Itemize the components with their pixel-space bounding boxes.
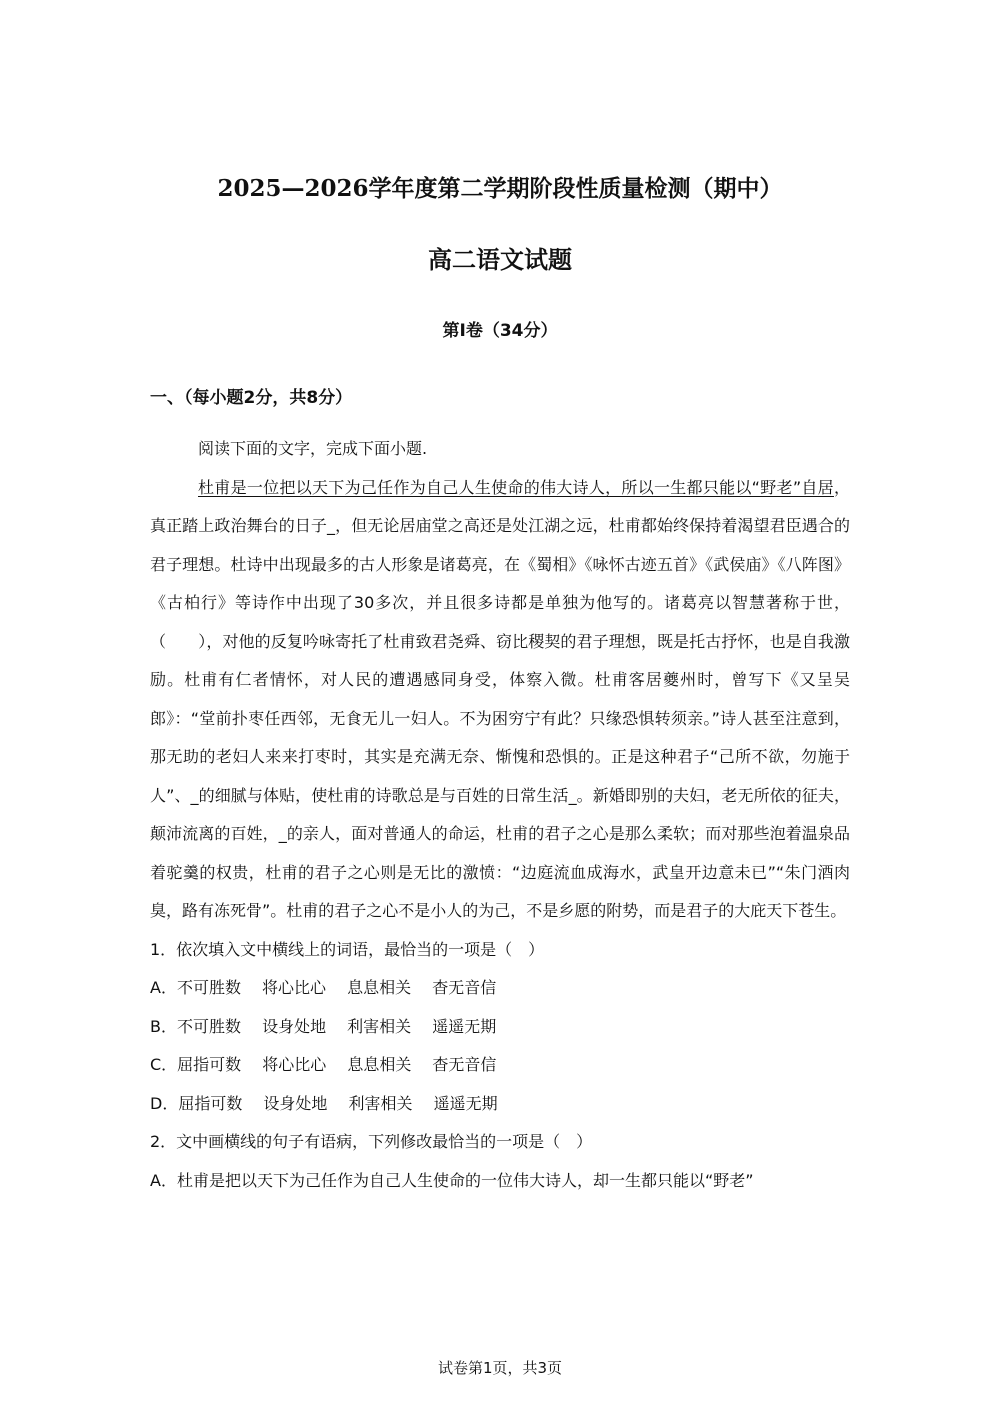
question-1-option-b: B．不可胜数 设身处地 利害相关 遥遥无期 [150, 1016, 497, 1036]
question-1-option-d: D．屈指可数 设身处地 利害相关 遥遥无期 [150, 1093, 498, 1113]
question-1-stem: 1．依次填入文中横线上的词语，最恰当的一项是（ ） [150, 939, 545, 959]
question-2-stem: 2．文中画横线的句子有语病，下列修改最恰当的一项是（ ） [150, 1132, 593, 1151]
instruction: 阅读下面的文字，完成下面小题. [198, 439, 428, 458]
reading-passage [150, 469, 850, 931]
passage-text: 的细腻与体贴，使杜甫的诗歌总是与百姓的日常生活 [198, 785, 569, 805]
exam-body [150, 430, 850, 1200]
exam-title: 2025—2026学年度第二学期阶段性质量检测（期中） [217, 175, 783, 202]
volume-heading: 第Ⅰ卷（34分） [442, 321, 558, 341]
passage-text: ，但无论居庙堂之高还是处江湖之远，杜甫都始终保持着渴望君臣遇合的君子理想。杜诗中出现最多的古人形象是诸葛亮，在《蜀相》《咏怀古迹五首》《武侯庙》《八阵图》《古柏行》等诗作中出现了30多次，并且很多诗都是单独为他写的。诸葛亮以智慧著称于世，（ ），对他的反复吟咏寄托了杜甫致君尧舜、窃比稷契的君子理想，既是托古抒怀，也是自我激励。杜甫有仁者情怀，对人民的遭遇感同身受，体察入微。杜甫客居夔州时，曾写下《又呈吴郎》：“堂前扑枣任西邻，无食无儿一妇人。不为困穷宁有此？只缘恐惧转须亲。”诗人甚至注意到，那无助的老妇人来来打枣时，其实是充满无奈、惭愧和恐惧的。正是这种君子“己所不欲，勿施于人”、 [150, 516, 850, 805]
passage-text: ，真正踏上政治舞台的日子 [150, 477, 850, 535]
underlined-sentence: 杜甫是一位把以天下为己任作为自己人生使命的伟大诗人，所以一生都只能以“野老”自居 [198, 477, 834, 497]
fill-blank-2: _ [190, 785, 199, 805]
passage-text: 。新婚即别的夫妇，老无所依的征夫，颠沛流离的百姓， [150, 785, 850, 843]
section-heading: 一、（每小题2分，共8分） [150, 388, 353, 408]
page-footer: 试卷第1页，共3页 [437, 1359, 563, 1377]
fill-blank-4: _ [278, 824, 287, 843]
fill-blank-3: _ [568, 785, 577, 805]
question-1-option-c: C．屈指可数 将心比心 息息相关 杳无音信 [150, 1055, 497, 1074]
exam-subtitle: 高二语文试题 [428, 246, 572, 274]
fill-blank-1: _ [327, 516, 336, 535]
question-2-option-a: A．杜甫是把以天下为己任作为自己人生使命的一位伟大诗人，却一生都只能以“野老” [150, 1170, 754, 1190]
question-1-option-a: A．不可胜数 将心比心 息息相关 杳无音信 [150, 978, 497, 997]
passage-text: 的亲人，面对普通人的命运，杜甫的君子之心是那么柔软；而对那些泡着温泉品着驼羹的权贵，杜甫的君子之心则是无比的激愤：“边庭流血成海水，武皇开边意未已”“朱门酒肉臭，路有冻死骨”。杜甫的君子之心不是小人的为己，不是乡愿的附势，而是君子的大庇天下苍生。 [150, 824, 850, 920]
